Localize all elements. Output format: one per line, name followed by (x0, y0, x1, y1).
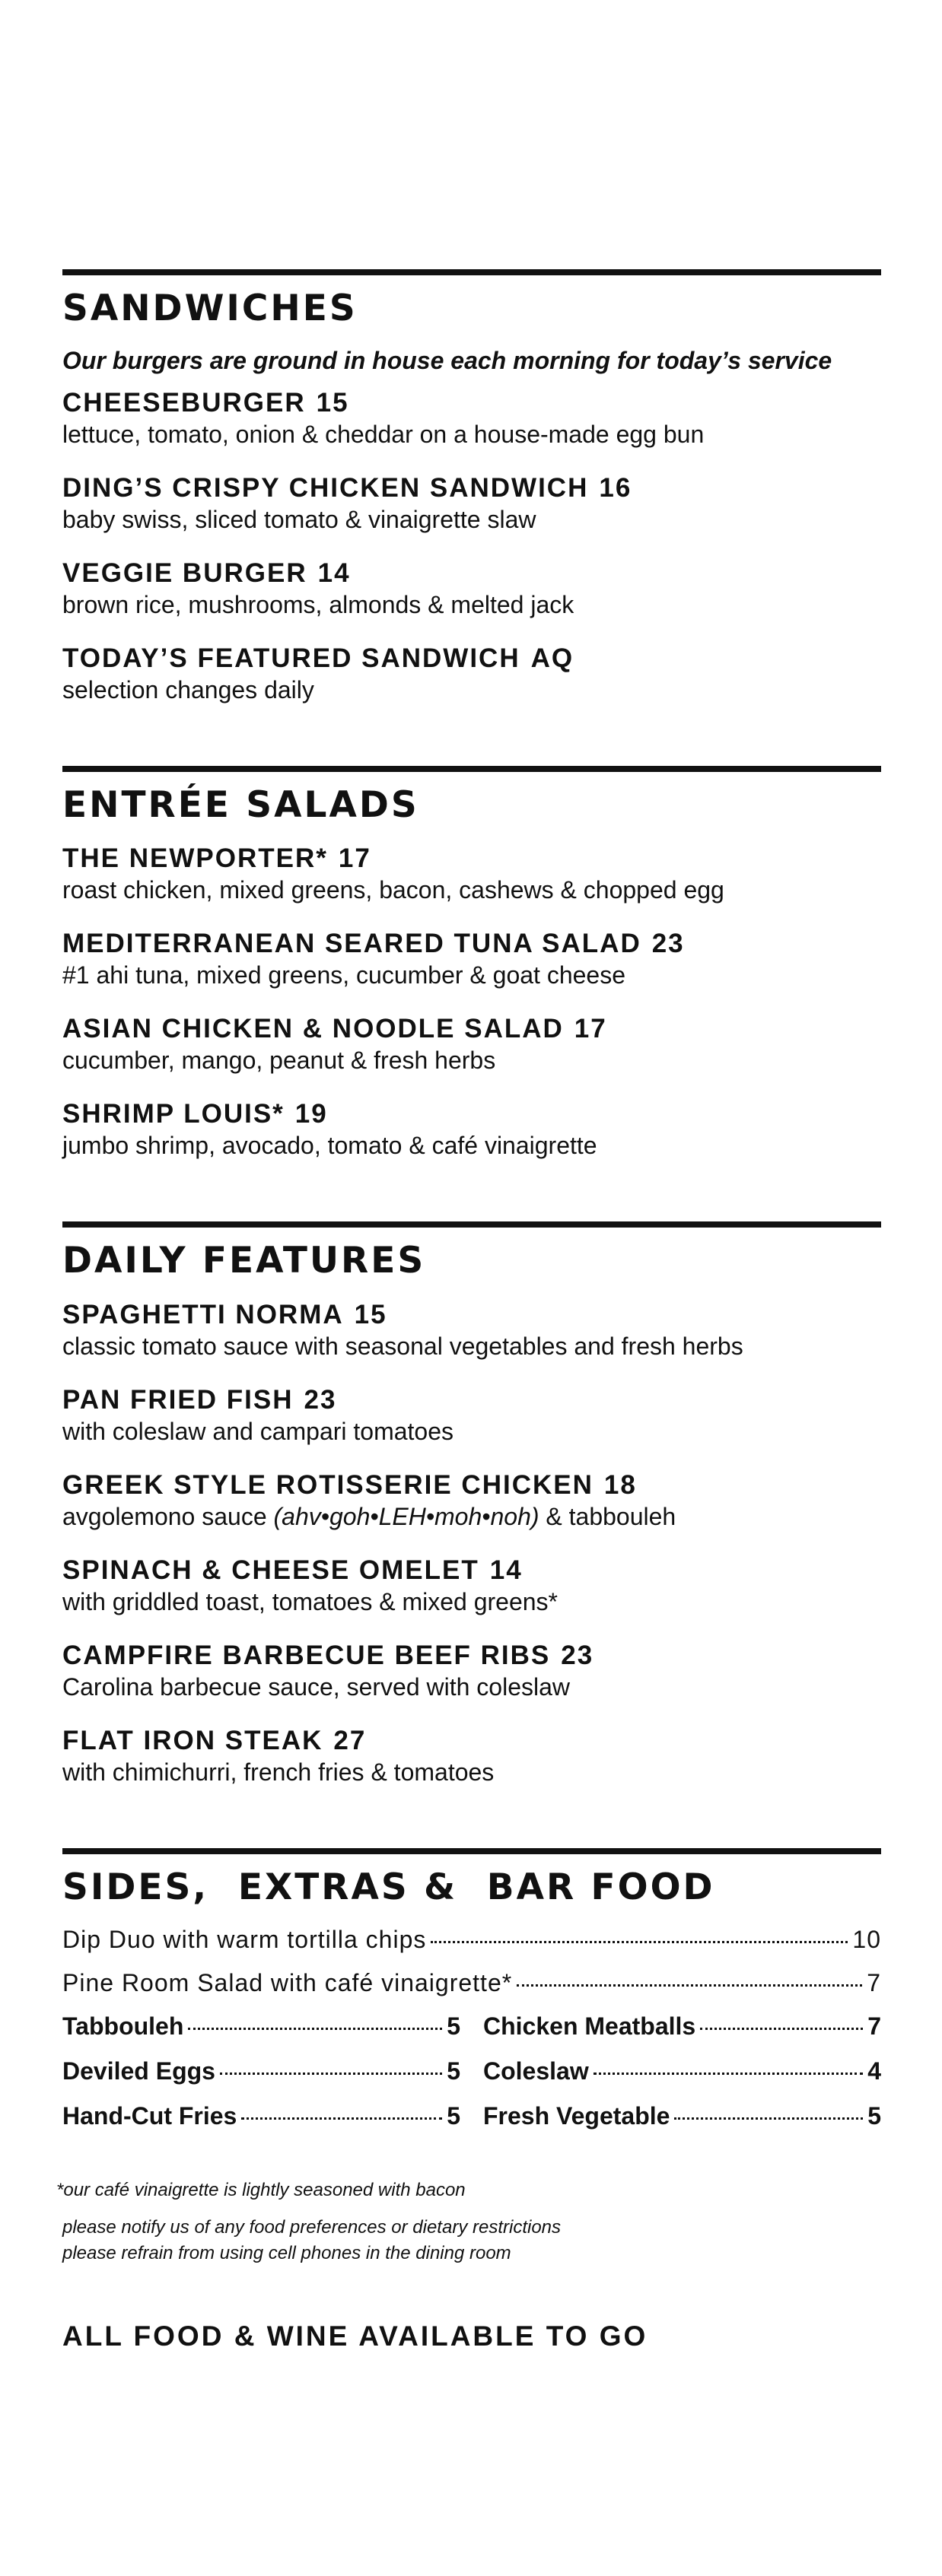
item-name: FLAT IRON STEAK (62, 1726, 323, 1756)
section-title: SANDWICHES (62, 287, 358, 329)
menu-item (62, 472, 881, 535)
item-price: 14 (317, 557, 351, 588)
item-name: MEDITERRANEAN SEARED TUNA SALAD (62, 929, 641, 959)
menu-item (62, 1469, 881, 1532)
item-name: VEGGIE BURGER (62, 557, 307, 588)
item-description-text: avgolemono sauce (62, 1503, 274, 1531)
item-description: #1 ahi tuna, mixed greens, cucumber & goat cheese (62, 961, 625, 989)
side-item (62, 2012, 460, 2041)
item-description: with chimichurri, french fries & tomatoes (62, 1758, 495, 1787)
item-name: PAN FRIED FISH (62, 1385, 294, 1415)
side-name: Chicken Meatballs (483, 2012, 696, 2040)
side-name: Dip Duo with warm tortilla chips (62, 1925, 427, 1953)
item-description: baby swiss, sliced tomato & vinaigrette slaw (62, 505, 536, 533)
item-description: selection changes daily (62, 675, 314, 704)
side-item (62, 2102, 460, 2130)
item-description: Carolina barbecue sauce, served with coleslaw (62, 1673, 571, 1701)
menu-item (62, 643, 881, 705)
footnotes (56, 2177, 881, 2267)
item-name: GREEK STYLE ROTISSERIE CHICKEN (62, 1470, 594, 1501)
item-name: SPAGHETTI NORMA (62, 1300, 344, 1330)
item-name: TODAY’S FEATURED SANDWICH (62, 643, 520, 673)
item-name: ASIAN CHICKEN & NOODLE SALAD (62, 1014, 564, 1044)
item-price: 23 (304, 1385, 337, 1415)
side-price: 5 (867, 2101, 881, 2130)
menu-item (62, 557, 881, 620)
side-price: 5 (447, 2101, 460, 2130)
item-price: 23 (651, 929, 685, 959)
item-name: DING’S CRISPY CHICKEN SANDWICH (62, 472, 589, 503)
menu-item (62, 843, 881, 905)
item-description-text: & tabbouleh (539, 1503, 676, 1531)
section-sandwiches (62, 269, 881, 705)
to-go-notice: ALL FOOD & WINE AVAILABLE TO GO (62, 2320, 648, 2352)
item-description (62, 1501, 881, 1532)
side-price: 4 (867, 2057, 881, 2085)
item-name: SHRIMP LOUIS* (62, 1099, 285, 1129)
dot-leader (674, 2117, 863, 2120)
side-item (483, 2012, 881, 2041)
item-description: classic tomato sauce with seasonal vegetables and fresh herbs (62, 1332, 743, 1361)
item-price: 23 (561, 1641, 594, 1671)
item-description: roast chicken, mixed greens, bacon, cashews & chopped egg (62, 876, 724, 904)
menu-item (62, 1013, 881, 1075)
section-title: DAILY FEATURES (62, 1240, 426, 1282)
item-price: 15 (316, 387, 349, 418)
item-price: 14 (489, 1555, 523, 1586)
menu-item (62, 1640, 881, 1702)
item-description: with coleslaw and campari tomatoes (62, 1418, 454, 1446)
item-description: brown rice, mushrooms, almonds & melted jack (62, 590, 574, 618)
dot-leader (700, 2028, 863, 2030)
menu (56, 269, 881, 2352)
item-price: 18 (603, 1470, 637, 1501)
item-price: 17 (574, 1014, 607, 1044)
dot-leader (220, 2073, 442, 2075)
side-price: 7 (867, 1968, 881, 1996)
menu-item (62, 1098, 881, 1161)
side-item (483, 2057, 881, 2085)
item-description: lettuce, tomato, onion & cheddar on a house-made egg bun (62, 420, 705, 448)
item-price: 16 (599, 472, 632, 503)
item-name: THE NEWPORTER* (62, 843, 328, 874)
side-name: Deviled Eggs (62, 2057, 215, 2085)
side-price: 7 (867, 2012, 881, 2040)
side-row (62, 1926, 881, 1954)
item-price: 27 (333, 1726, 367, 1756)
side-price: 10 (852, 1925, 881, 1953)
side-name: Pine Room Salad with café vinaigrette* (62, 1968, 513, 1996)
pronunciation-guide: (ahv•goh•LEH•moh•noh) (273, 1503, 539, 1531)
footnote-notify: please notify us of any food preferences or dietary restrictions (62, 2216, 562, 2238)
item-name: SPINACH & CHEESE OMELET (62, 1555, 479, 1586)
side-price: 5 (447, 2012, 460, 2040)
section-daily-features (62, 1221, 881, 1787)
side-name: Coleslaw (483, 2057, 589, 2085)
item-description: cucumber, mango, peanut & fresh herbs (62, 1047, 496, 1075)
item-price: 19 (294, 1099, 328, 1129)
menu-item (62, 387, 881, 449)
section-title: ENTRÉE SALADS (62, 783, 419, 826)
item-price: 15 (354, 1300, 387, 1330)
footnote-phones: please refrain from using cell phones in the dining room (62, 2243, 511, 2264)
side-item (483, 2102, 881, 2130)
section-title: SIDES, EXTRAS & BAR FOOD (62, 1866, 715, 1909)
section-sides (62, 1848, 881, 2147)
menu-item (62, 1725, 881, 1787)
item-price: 17 (338, 843, 371, 874)
dot-leader (241, 2117, 442, 2120)
side-item (62, 2057, 460, 2085)
section-note: Our burgers are ground in house each morning for today’s service (62, 346, 832, 374)
dot-leader (594, 2073, 863, 2075)
sides-grid (62, 2012, 881, 2147)
dot-leader (188, 2028, 442, 2030)
menu-item (62, 1555, 881, 1617)
side-name: Tabbouleh (62, 2012, 184, 2040)
dot-leader (517, 1984, 862, 1987)
menu-item (62, 1384, 881, 1447)
footnote-vinaigrette: *our café vinaigrette is lightly seasoned with bacon (56, 2179, 466, 2200)
side-price: 5 (447, 2057, 460, 2085)
menu-item (62, 1299, 881, 1361)
side-row (62, 1969, 881, 1997)
item-description: jumbo shrimp, avocado, tomato & café vinaigrette (62, 1132, 597, 1160)
side-name: Hand-Cut Fries (62, 2101, 237, 2130)
side-name: Fresh Vegetable (483, 2101, 670, 2130)
section-entree-salads (62, 766, 881, 1161)
dot-leader (431, 1941, 848, 1943)
item-name: CAMPFIRE BARBECUE BEEF RIBS (62, 1641, 551, 1671)
item-name: CHEESEBURGER (62, 387, 306, 418)
item-price: AQ (530, 643, 574, 673)
menu-item (62, 928, 881, 990)
item-description: with griddled toast, tomatoes & mixed greens* (62, 1588, 558, 1616)
